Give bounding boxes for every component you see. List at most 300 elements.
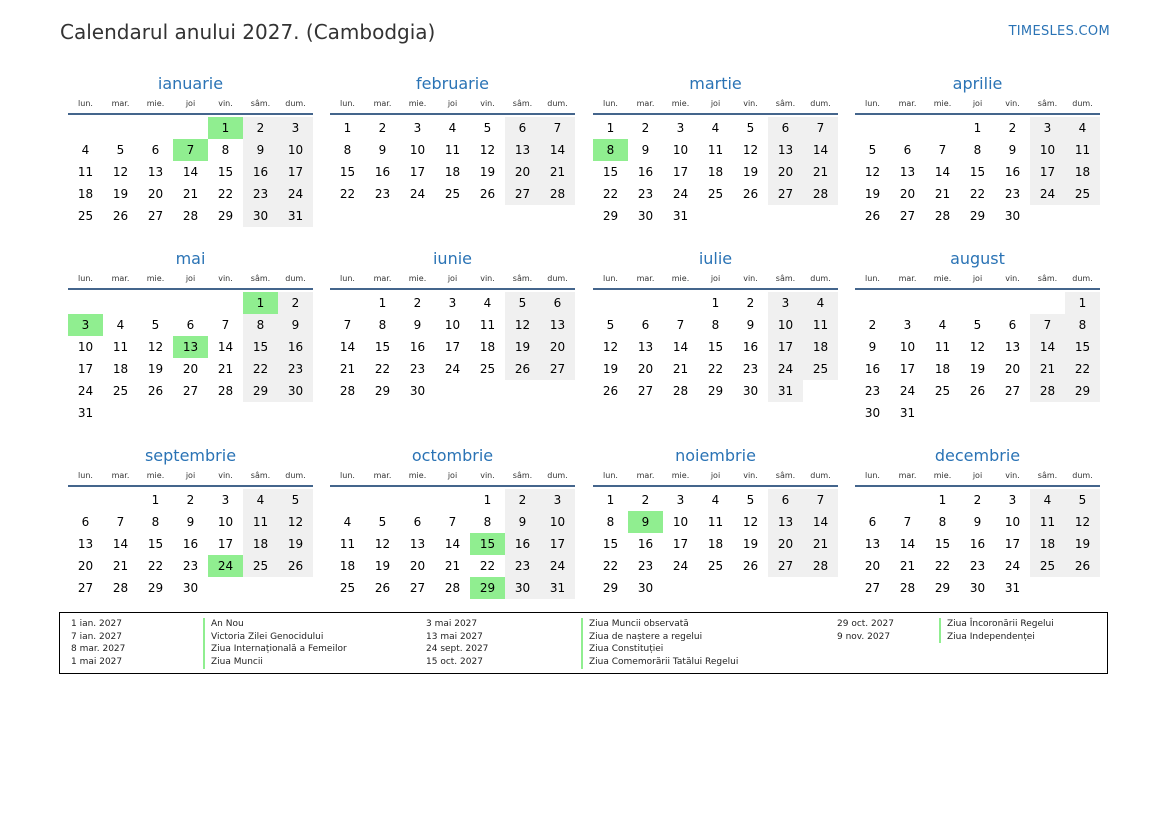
weekday-label: sâm. (775, 471, 796, 480)
day-cell: 28 (672, 384, 689, 398)
weekday-header (68, 468, 313, 487)
day-cell: 21 (339, 362, 356, 376)
legend-date: 1 ian. 2027 (71, 619, 122, 629)
weekday-label: vin. (480, 274, 495, 283)
weekday-label: sâm. (512, 471, 533, 480)
day-cell: 9 (746, 318, 755, 332)
day-cell: 24 (77, 384, 94, 398)
day-cell: 18 (77, 187, 94, 201)
day-cell: 18 (707, 537, 724, 551)
legend-name-column (203, 618, 347, 669)
day-cell: 10 (540, 511, 575, 533)
day-cell: 27 (768, 555, 803, 577)
day-cell: 23 (864, 384, 881, 398)
day-cell: 31 (768, 380, 803, 402)
day-cell: 15 (934, 537, 951, 551)
day-cell: 16 (505, 533, 540, 555)
day-cell: 7 (343, 318, 352, 332)
day-cell: 29 (374, 384, 391, 398)
day-cell: 14 (899, 537, 916, 551)
day-cell: 21 (444, 559, 461, 573)
day-cell: 12 (374, 537, 391, 551)
empty-cell (68, 489, 103, 511)
day-cell: 6 (81, 515, 90, 529)
day-cell: 2 (378, 121, 387, 135)
empty-cell (855, 489, 890, 511)
weekday-label: vin. (1005, 471, 1020, 480)
day-cell: 19 (1065, 533, 1100, 555)
weekday-label: sâm. (1037, 471, 1058, 480)
empty-cell (330, 292, 365, 314)
day-cell: 29 (602, 209, 619, 223)
day-cell: 8 (221, 143, 230, 157)
day-cell: 13 (505, 139, 540, 161)
day-cell: 18 (707, 165, 724, 179)
day-cell: 16 (1004, 165, 1021, 179)
day-cell: 6 (186, 318, 195, 332)
day-cell: 20 (77, 559, 94, 573)
day-cell: 15 (969, 165, 986, 179)
weekday-label: joi (185, 471, 196, 480)
day-cell: 31 (77, 406, 94, 420)
page-title: Calendarul anului 2027. (Cambodgia) (60, 20, 436, 44)
month-august (855, 247, 1100, 424)
day-cell: 22 (217, 187, 234, 201)
weekday-header (68, 271, 313, 290)
day-cell: 24 (1030, 183, 1065, 205)
day-cell: 1 (343, 121, 352, 135)
day-cell: 3 (1030, 117, 1065, 139)
day-cell: 25 (1065, 183, 1100, 205)
day-cell: 4 (81, 143, 90, 157)
site-link[interactable]: TIMESLES.COM (1008, 24, 1110, 39)
day-cell: 1 (606, 121, 615, 135)
weekday-label: dum. (547, 99, 568, 108)
day-cell: 25 (803, 358, 838, 380)
day-grid (330, 489, 575, 599)
day-cell: 3 (1008, 493, 1017, 507)
day-cell: 13 (147, 165, 164, 179)
day-cell: 23 (1004, 187, 1021, 201)
weekday-label: mar. (111, 99, 130, 108)
day-cell: 8 (711, 318, 720, 332)
day-cell: 14 (444, 537, 461, 551)
empty-cell (68, 292, 103, 314)
day-cell: 27 (1004, 384, 1021, 398)
day-cell: 12 (278, 511, 313, 533)
day-cell: 17 (899, 362, 916, 376)
day-cell: 21 (217, 362, 234, 376)
day-cell: 13 (864, 537, 881, 551)
day-cell: 2 (1008, 121, 1017, 135)
day-cell: 10 (672, 515, 689, 529)
day-cell: 5 (505, 292, 540, 314)
day-cell: 30 (409, 384, 426, 398)
weekday-label: mar. (636, 274, 655, 283)
day-cell: 3 (768, 292, 803, 314)
day-cell: 27 (409, 581, 426, 595)
day-cell: 14 (339, 340, 356, 354)
day-cell: 8 (483, 515, 492, 529)
day-cell: 27 (899, 209, 916, 223)
day-cell: 15 (217, 165, 234, 179)
day-cell: 11 (1065, 139, 1100, 161)
day-cell: 18 (112, 362, 129, 376)
weekday-label: joi (447, 274, 458, 283)
day-cell: 30 (243, 205, 278, 227)
day-cell: 29 (243, 380, 278, 402)
day-cell: 19 (112, 187, 129, 201)
legend-holiday-name: Ziua Constituției (581, 643, 738, 656)
day-cell: 15 (602, 165, 619, 179)
empty-cell (208, 292, 243, 314)
day-cell: 14 (803, 139, 838, 161)
empty-cell (103, 117, 138, 139)
day-cell: 5 (973, 318, 982, 332)
empty-cell (173, 117, 208, 139)
day-cell: 17 (768, 336, 803, 358)
day-cell: 8 (973, 143, 982, 157)
weekday-label: lun. (78, 99, 93, 108)
weekday-label: sâm. (1037, 99, 1058, 108)
weekday-label: mie. (671, 274, 690, 283)
day-cell: 27 (540, 358, 575, 380)
day-cell: 2 (186, 493, 195, 507)
day-cell: 10 (1004, 515, 1021, 529)
day-cell: 20 (182, 362, 199, 376)
weekday-label: dum. (1072, 274, 1093, 283)
day-cell: 8 (1065, 314, 1100, 336)
day-cell: 11 (77, 165, 94, 179)
weekday-label: vin. (480, 99, 495, 108)
day-grid (593, 292, 838, 402)
legend-holiday-name: Ziua Independenței (939, 631, 1054, 644)
legend-holiday-name: Ziua Comemorării Tatălui Regelui (581, 656, 738, 669)
day-cell: 11 (1030, 511, 1065, 533)
day-cell: 6 (868, 515, 877, 529)
day-grid (68, 489, 313, 599)
day-cell: 25 (77, 209, 94, 223)
weekday-header (593, 96, 838, 115)
empty-cell (890, 117, 925, 139)
empty-cell (103, 292, 138, 314)
day-cell: 19 (742, 165, 759, 179)
day-cell: 17 (672, 537, 689, 551)
day-cell: 15 (147, 537, 164, 551)
weekday-label: mie. (408, 471, 427, 480)
day-cell: 8 (243, 314, 278, 336)
weekday-header (68, 96, 313, 115)
day-cell: 6 (540, 292, 575, 314)
day-cell: 22 (243, 358, 278, 380)
day-cell: 8 (938, 515, 947, 529)
day-cell: 15 (1065, 336, 1100, 358)
day-cell: 11 (112, 340, 129, 354)
weekday-label: lun. (865, 99, 880, 108)
weekday-label: dum. (547, 274, 568, 283)
day-cell: 27 (505, 183, 540, 205)
day-cell: 10 (1030, 139, 1065, 161)
weekday-label: mie. (408, 274, 427, 283)
weekday-label: mar. (898, 274, 917, 283)
weekday-label: dum. (810, 274, 831, 283)
day-cell: 25 (444, 187, 461, 201)
day-cell: 10 (768, 314, 803, 336)
weekday-label: mie. (933, 274, 952, 283)
day-cell: 2 (641, 121, 650, 135)
day-cell: 16 (374, 165, 391, 179)
weekday-label: joi (447, 99, 458, 108)
legend-holiday-name: Ziua Încoronării Regelui (939, 618, 1054, 631)
day-cell: 5 (378, 515, 387, 529)
weekday-label: joi (447, 471, 458, 480)
day-cell: 2 (868, 318, 877, 332)
day-cell: 4 (1065, 117, 1100, 139)
legend-date-column (426, 618, 488, 669)
day-cell: 19 (505, 336, 540, 358)
day-cell: 7 (803, 117, 838, 139)
month-septembrie (68, 444, 313, 599)
day-cell: 9 (243, 139, 278, 161)
month-ianuarie (68, 72, 313, 227)
day-cell: 30 (969, 581, 986, 595)
holiday-day-cell: 3 (68, 314, 103, 336)
month-name: aprilie (952, 74, 1003, 93)
weekday-label: vin. (1005, 274, 1020, 283)
weekday-label: sâm. (512, 274, 533, 283)
day-cell: 10 (278, 139, 313, 161)
day-cell: 10 (409, 143, 426, 157)
day-cell: 31 (278, 205, 313, 227)
day-cell: 22 (339, 187, 356, 201)
day-cell: 1 (711, 296, 720, 310)
empty-cell (995, 292, 1030, 314)
day-cell: 24 (899, 384, 916, 398)
empty-cell (435, 489, 470, 511)
day-cell: 12 (1065, 511, 1100, 533)
day-cell: 21 (1030, 358, 1065, 380)
day-cell: 26 (969, 384, 986, 398)
day-cell: 3 (448, 296, 457, 310)
weekday-label: sâm. (250, 471, 271, 480)
month-decembrie (855, 444, 1100, 599)
day-cell: 7 (221, 318, 230, 332)
legend-name-column (939, 618, 1054, 643)
day-cell: 13 (540, 314, 575, 336)
day-cell: 4 (803, 292, 838, 314)
empty-cell (890, 489, 925, 511)
empty-cell (855, 117, 890, 139)
legend-date-column (837, 618, 894, 643)
day-cell: 10 (672, 143, 689, 157)
day-cell: 24 (409, 187, 426, 201)
day-cell: 6 (768, 489, 803, 511)
holiday-day-cell: 1 (208, 117, 243, 139)
day-cell: 29 (707, 384, 724, 398)
day-cell: 6 (505, 117, 540, 139)
month-name: august (950, 249, 1005, 268)
weekday-label: dum. (810, 99, 831, 108)
day-cell: 10 (899, 340, 916, 354)
month-iunie (330, 247, 575, 402)
weekday-label: mar. (636, 471, 655, 480)
day-cell: 7 (116, 515, 125, 529)
day-cell: 1 (1065, 292, 1100, 314)
holiday-day-cell: 13 (173, 336, 208, 358)
day-grid (593, 489, 838, 599)
weekday-label: joi (710, 99, 721, 108)
day-cell: 9 (973, 515, 982, 529)
day-cell: 7 (938, 143, 947, 157)
day-cell: 1 (483, 493, 492, 507)
empty-cell (138, 117, 173, 139)
holiday-day-cell: 15 (470, 533, 505, 555)
day-cell: 3 (278, 117, 313, 139)
day-cell: 16 (409, 340, 426, 354)
day-cell: 23 (505, 555, 540, 577)
empty-cell (365, 489, 400, 511)
day-cell: 19 (147, 362, 164, 376)
day-cell: 24 (672, 559, 689, 573)
day-cell: 20 (1004, 362, 1021, 376)
day-cell: 21 (934, 187, 951, 201)
day-cell: 29 (934, 581, 951, 595)
weekday-label: lun. (865, 471, 880, 480)
weekday-label: joi (185, 274, 196, 283)
day-cell: 26 (374, 581, 391, 595)
day-cell: 28 (339, 384, 356, 398)
day-cell: 28 (803, 555, 838, 577)
empty-cell (628, 292, 663, 314)
day-cell: 18 (339, 559, 356, 573)
day-cell: 15 (707, 340, 724, 354)
legend-date: 13 mai 2027 (426, 631, 483, 642)
day-cell: 22 (1065, 358, 1100, 380)
legend-date: 1 mai 2027 (71, 657, 123, 668)
weekday-label: mie. (146, 274, 165, 283)
day-cell: 5 (278, 489, 313, 511)
weekday-label: mar. (373, 99, 392, 108)
day-cell: 31 (672, 209, 689, 223)
day-cell: 28 (899, 581, 916, 595)
month-name: iulie (698, 249, 733, 268)
legend-date-column (71, 618, 125, 669)
weekday-header (330, 468, 575, 487)
day-cell: 14 (1030, 336, 1065, 358)
day-cell: 26 (278, 555, 313, 577)
day-cell: 17 (217, 537, 234, 551)
day-cell: 16 (969, 537, 986, 551)
weekday-header (330, 96, 575, 115)
weekday-label: vin. (218, 99, 233, 108)
holiday-day-cell: 9 (628, 511, 663, 533)
day-cell: 30 (637, 581, 654, 595)
day-cell: 2 (641, 493, 650, 507)
day-cell: 25 (339, 581, 356, 595)
day-cell: 24 (768, 358, 803, 380)
day-cell: 28 (217, 384, 234, 398)
day-cell: 21 (803, 161, 838, 183)
holiday-day-cell: 29 (470, 577, 505, 599)
day-cell: 30 (742, 384, 759, 398)
day-cell: 17 (409, 165, 426, 179)
holiday-day-cell: 1 (243, 292, 278, 314)
day-cell: 24 (444, 362, 461, 376)
day-cell: 16 (243, 161, 278, 183)
weekday-header (855, 468, 1100, 487)
day-cell: 24 (278, 183, 313, 205)
day-cell: 30 (182, 581, 199, 595)
legend-holiday-name: Victoria Zilei Genocidului (203, 631, 347, 644)
day-cell: 26 (112, 209, 129, 223)
day-cell: 30 (278, 380, 313, 402)
day-cell: 28 (182, 209, 199, 223)
day-cell: 8 (343, 143, 352, 157)
day-cell: 23 (409, 362, 426, 376)
day-grid (68, 292, 313, 424)
day-cell: 5 (1065, 489, 1100, 511)
day-cell: 8 (606, 515, 615, 529)
day-cell: 10 (444, 318, 461, 332)
day-cell: 9 (413, 318, 422, 332)
legend-date: 3 mai 2027 (426, 619, 478, 629)
day-cell: 27 (147, 209, 164, 223)
day-cell: 23 (243, 183, 278, 205)
day-cell: 14 (112, 537, 129, 551)
weekday-label: joi (710, 274, 721, 283)
day-cell: 16 (278, 336, 313, 358)
day-cell: 26 (602, 384, 619, 398)
empty-cell (960, 292, 995, 314)
day-cell: 3 (540, 489, 575, 511)
day-cell: 28 (444, 581, 461, 595)
day-cell: 12 (602, 340, 619, 354)
day-cell: 9 (868, 340, 877, 354)
weekday-label: mie. (933, 99, 952, 108)
day-cell: 23 (374, 187, 391, 201)
day-cell: 13 (77, 537, 94, 551)
day-cell: 27 (637, 384, 654, 398)
day-cell: 13 (768, 139, 803, 161)
day-cell: 26 (479, 187, 496, 201)
day-cell: 11 (707, 143, 724, 157)
weekday-label: dum. (810, 471, 831, 480)
day-cell: 27 (864, 581, 881, 595)
day-cell: 3 (903, 318, 912, 332)
legend-holiday-name: Ziua Muncii observată (581, 618, 738, 631)
empty-cell (663, 292, 698, 314)
day-cell: 6 (641, 318, 650, 332)
day-cell: 5 (116, 143, 125, 157)
day-cell: 6 (1008, 318, 1017, 332)
day-cell: 23 (637, 187, 654, 201)
day-cell: 20 (147, 187, 164, 201)
day-cell: 11 (803, 314, 838, 336)
day-cell: 17 (77, 362, 94, 376)
month-noiembrie (593, 444, 838, 599)
day-cell: 25 (707, 559, 724, 573)
day-cell: 28 (1030, 380, 1065, 402)
day-cell: 31 (899, 406, 916, 420)
day-cell: 10 (217, 515, 234, 529)
weekday-label: vin. (218, 471, 233, 480)
day-cell: 10 (77, 340, 94, 354)
day-cell: 21 (803, 533, 838, 555)
day-cell: 17 (1030, 161, 1065, 183)
weekday-header (855, 271, 1100, 290)
empty-cell (890, 292, 925, 314)
day-cell: 29 (1065, 380, 1100, 402)
